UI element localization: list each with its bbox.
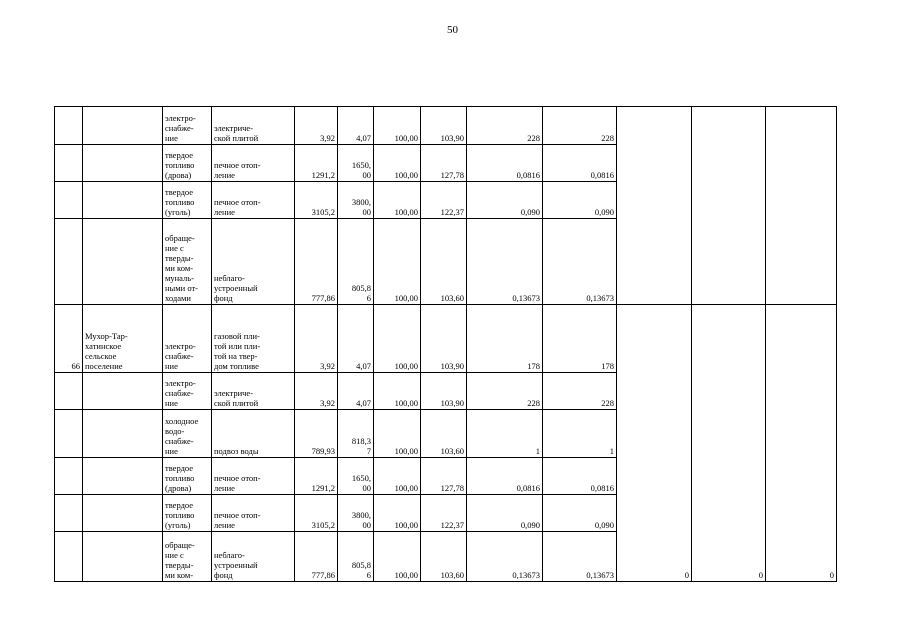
- cell-norm-1: 0,13673: [467, 219, 543, 305]
- cell-service: электро- снабже- ние: [163, 305, 212, 373]
- cell-index-2: 122,37: [421, 495, 467, 532]
- cell-tariff-2: 4,07: [338, 107, 374, 145]
- cell-tariff-1: 777,86: [295, 532, 338, 582]
- cell-index-1: 100,00: [374, 219, 421, 305]
- cell-number: 66: [55, 305, 83, 373]
- cell-number: [55, 495, 83, 532]
- cell-norm-2: 0,13673: [543, 219, 617, 305]
- cell-number: [55, 145, 83, 182]
- cell-number: [55, 532, 83, 582]
- cell-norm-2: 1: [543, 410, 617, 458]
- cell-settlement: [83, 495, 163, 532]
- cell-tariff-1: 1291,2: [295, 458, 338, 495]
- cell-settlement: [83, 182, 163, 219]
- cell-index-2: 103,90: [421, 373, 467, 410]
- cell-index-2: 103,60: [421, 219, 467, 305]
- cell-number: [55, 373, 83, 410]
- cell-service: твердое топливо (уголь): [163, 182, 212, 219]
- cell-service: твердое топливо (дрова): [163, 145, 212, 182]
- cell-extra-2: 0: [692, 305, 766, 582]
- cell-index-2: 127,78: [421, 145, 467, 182]
- cell-index-2: 103,60: [421, 410, 467, 458]
- cell-index-1: 100,00: [374, 532, 421, 582]
- cell-housing-type: подвоз воды: [212, 410, 295, 458]
- cell-service: обраще- ние с тверды- ми ком-: [163, 532, 212, 582]
- cell-index-2: 103,90: [421, 107, 467, 145]
- cell-norm-2: 0,0816: [543, 458, 617, 495]
- cell-tariff-2: 805,8 6: [338, 532, 374, 582]
- cell-index-1: 100,00: [374, 305, 421, 373]
- cell-norm-2: 228: [543, 107, 617, 145]
- cell-tariff-2: 805,8 6: [338, 219, 374, 305]
- cell-norm-2: 0,0816: [543, 145, 617, 182]
- cell-index-1: 100,00: [374, 373, 421, 410]
- cell-index-2: 103,60: [421, 532, 467, 582]
- cell-tariff-2: 4,07: [338, 305, 374, 373]
- cell-tariff-2: 1650, 00: [338, 145, 374, 182]
- cell-extra-1: 0: [617, 305, 692, 582]
- cell-norm-1: 228: [467, 107, 543, 145]
- cell-settlement: [83, 145, 163, 182]
- cell-index-1: 100,00: [374, 107, 421, 145]
- cell-norm-1: 1: [467, 410, 543, 458]
- cell-index-1: 100,00: [374, 495, 421, 532]
- cell-housing-type: печное отоп- ление: [212, 495, 295, 532]
- cell-tariff-2: 3800, 00: [338, 182, 374, 219]
- cell-extra-3: [766, 107, 837, 305]
- cell-housing-type: неблаго- устроенный фонд: [212, 219, 295, 305]
- cell-settlement: [83, 107, 163, 145]
- cell-tariff-2: 3800, 00: [338, 495, 374, 532]
- cell-tariff-1: 1291,2: [295, 145, 338, 182]
- cell-housing-type: печное отоп- ление: [212, 182, 295, 219]
- cell-norm-2: 178: [543, 305, 617, 373]
- cell-service: электро- снабже- ние: [163, 373, 212, 410]
- cell-number: [55, 219, 83, 305]
- cell-service: твердое топливо (уголь): [163, 495, 212, 532]
- cell-index-1: 100,00: [374, 145, 421, 182]
- cell-tariff-1: 3,92: [295, 107, 338, 145]
- page-number: 50: [447, 24, 458, 36]
- cell-index-2: 127,78: [421, 458, 467, 495]
- cell-tariff-1: 3105,2: [295, 495, 338, 532]
- cell-index-2: 103,90: [421, 305, 467, 373]
- cell-norm-2: 0,090: [543, 182, 617, 219]
- cell-settlement: [83, 219, 163, 305]
- cell-number: [55, 107, 83, 145]
- cell-index-1: 100,00: [374, 410, 421, 458]
- cell-number: [55, 458, 83, 495]
- cell-number: [55, 410, 83, 458]
- cell-service: твердое топливо (дрова): [163, 458, 212, 495]
- cell-tariff-1: 789,93: [295, 410, 338, 458]
- cell-settlement: [83, 410, 163, 458]
- cell-tariff-1: 777,86: [295, 219, 338, 305]
- cell-norm-1: 0,090: [467, 495, 543, 532]
- cell-tariff-2: 4,07: [338, 373, 374, 410]
- cell-norm-1: 0,0816: [467, 458, 543, 495]
- cell-extra-3: 0: [766, 305, 837, 582]
- cell-service: электро- снабже- ние: [163, 107, 212, 145]
- cell-tariff-1: 3,92: [295, 305, 338, 373]
- table-body: [55, 107, 837, 582]
- cell-index-2: 122,37: [421, 182, 467, 219]
- cell-settlement: [83, 373, 163, 410]
- cell-housing-type: газовой пли- той или пли- той на твер- дом топливе: [212, 305, 295, 373]
- cell-norm-2: 0,090: [543, 495, 617, 532]
- cell-index-1: 100,00: [374, 458, 421, 495]
- tariff-table: [54, 106, 837, 582]
- cell-tariff-1: 3,92: [295, 373, 338, 410]
- table-row: [55, 107, 837, 145]
- cell-tariff-1: 3105,2: [295, 182, 338, 219]
- cell-norm-1: 0,090: [467, 182, 543, 219]
- cell-norm-1: 228: [467, 373, 543, 410]
- cell-housing-type: печное отоп- ление: [212, 145, 295, 182]
- cell-tariff-2: 818,3 7: [338, 410, 374, 458]
- cell-number: [55, 182, 83, 219]
- cell-settlement: [83, 532, 163, 582]
- table-row: [55, 305, 837, 373]
- cell-norm-1: 0,13673: [467, 532, 543, 582]
- cell-housing-type: электриче- ской плитой: [212, 107, 295, 145]
- cell-housing-type: неблаго- устроенный фонд: [212, 532, 295, 582]
- cell-service: обраще- ние с тверды- ми ком- муналь- ными от- ходами: [163, 219, 212, 305]
- cell-extra-1: [617, 107, 692, 305]
- cell-service: холодное водо- снабже- ние: [163, 410, 212, 458]
- cell-norm-1: 178: [467, 305, 543, 373]
- cell-norm-2: 228: [543, 373, 617, 410]
- cell-index-1: 100,00: [374, 182, 421, 219]
- cell-norm-2: 0,13673: [543, 532, 617, 582]
- cell-extra-2: [692, 107, 766, 305]
- cell-settlement: [83, 458, 163, 495]
- cell-tariff-2: 1650, 00: [338, 458, 374, 495]
- cell-housing-type: электриче- ской плитой: [212, 373, 295, 410]
- cell-housing-type: печное отоп- ление: [212, 458, 295, 495]
- cell-settlement: Мухор-Тар- хатинское сельское поселение: [83, 305, 163, 373]
- cell-norm-1: 0,0816: [467, 145, 543, 182]
